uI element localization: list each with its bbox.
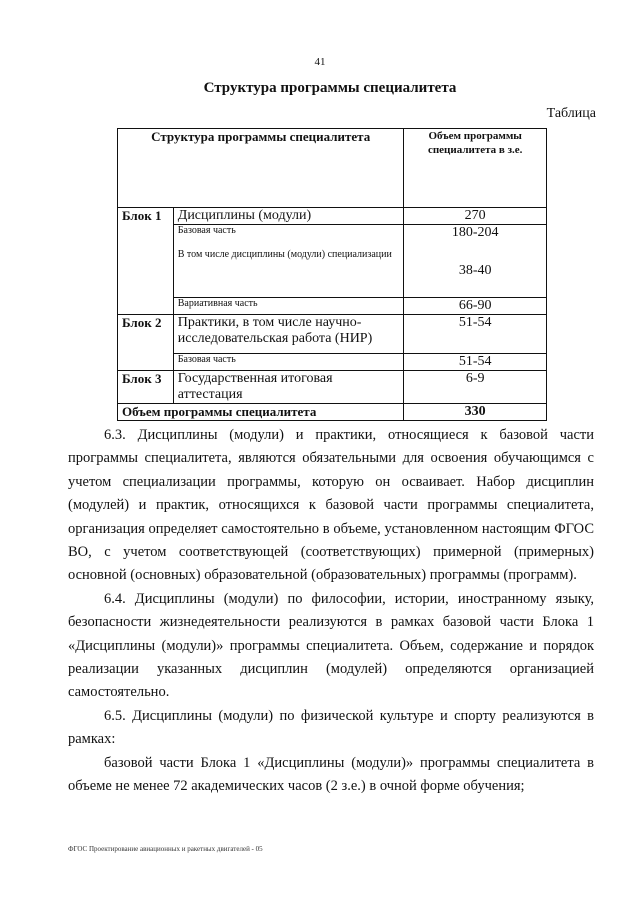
block1-name: Дисциплины (модули) (173, 208, 404, 225)
program-structure-table (117, 128, 547, 421)
table-row (118, 225, 547, 298)
block1-label: Блок 1 (118, 208, 174, 225)
block2-value: 51-54 (404, 315, 547, 354)
block1-variable-part: Вариативная часть (173, 298, 404, 315)
table-header-row (118, 129, 547, 208)
block3-name: Государственная итоговая аттестация (173, 371, 404, 404)
table-row (118, 354, 547, 371)
header-structure: Структура программы специалитета (118, 129, 404, 208)
header-volume: Объем программы специалитета в з.е. (404, 129, 547, 208)
block1-basic-cell (173, 225, 404, 298)
paragraph-6-4: 6.4. Дисциплины (модули) по философии, истории, иностранному языку, безопасности жизнедеятельности реализуются в рамках базовой части Блока 1 «Дисциплины (модули)» программы специалитета. Объем, содержание и порядок реализации указанных дисциплин (модулей) определяются организацией самостоятельно. (68, 590, 594, 701)
block2-label: Блок 2 (118, 315, 174, 354)
body-text (68, 424, 594, 799)
page-number: 41 (314, 56, 326, 68)
table-row (118, 315, 547, 354)
paragraph-6-3: 6.3. Дисциплины (модули) и практики, относящиеся к базовой части программы специалитета, являются обязательными для освоения обучающимся с учетом специализации программы, которую он осваивает. Набор дисциплин (модулей) и практик, относящихся к базовой части программы специалитета, организация определяет самостоятельно в объеме, установленном настоящим ФГОС ВО, с учетом соответствующей (соответствующих) примерной (примерных) основной (основных) образовательной (образовательных) программы (программ). (68, 427, 594, 584)
page-title: Структура программы специалитета (203, 80, 457, 96)
block2-basic-part: Базовая часть (173, 354, 404, 371)
block1-basic-value: 180-204 (451, 225, 499, 240)
block1-incl-value: 38-40 (458, 263, 492, 278)
total-value: 330 (404, 404, 547, 421)
table-row (118, 371, 547, 404)
table-total-row (118, 404, 547, 421)
block1-incl-disciplines: В том числе дисциплины (модули) специализации (177, 249, 392, 260)
block3-label: Блок 3 (118, 371, 174, 404)
table-label: Таблица (546, 106, 596, 121)
block2-basic-value: 51-54 (404, 354, 547, 371)
block2-name: Практики, в том числе научно-исследовательская работа (НИР) (173, 315, 404, 354)
table-row (118, 298, 547, 315)
total-label: Объем программы специалитета (118, 404, 404, 421)
block1-basic-values (404, 225, 547, 298)
paragraph-6-5: 6.5. Дисциплины (модули) по физической культуре и спорту реализуются в рамках: (68, 707, 594, 748)
block1-basic-part: Базовая часть (177, 225, 236, 236)
block1-variable-value: 66-90 (404, 298, 547, 315)
paragraph-6-5-item: базовой части Блока 1 «Дисциплины (модули)» программы специалитета в объеме не менее 72 академических часов (2 з.е.) в очной форме обучения; (68, 754, 594, 795)
block1-value: 270 (404, 208, 547, 225)
table-row (118, 208, 547, 225)
block3-value: 6-9 (404, 371, 547, 404)
page-footer: ФГОС Проектирование авиационных и ракетных двигателей - 05 (68, 845, 263, 853)
